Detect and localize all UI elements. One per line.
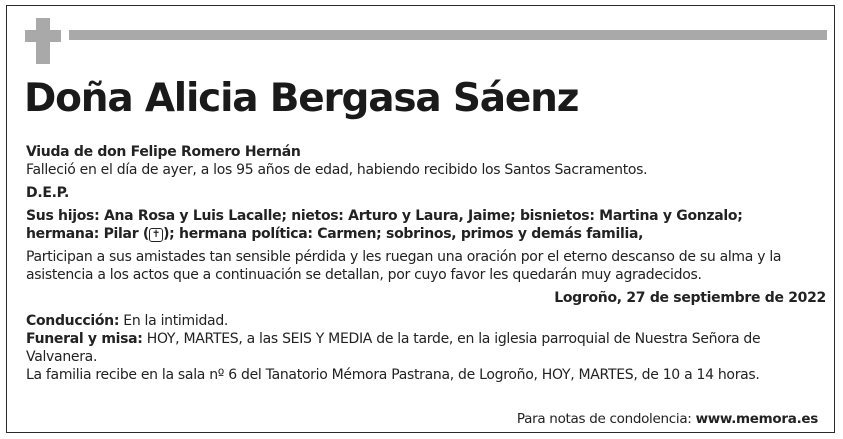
funeral-line bbox=[26, 330, 826, 366]
funeral-label: Funeral y misa: bbox=[26, 331, 143, 347]
conduction-value: En la intimidad. bbox=[119, 313, 229, 329]
death-line: Falleció en el día de ayer, a los 95 años de edad, habiendo recibido los Santos Sacramentos. bbox=[26, 162, 648, 178]
obituary-card bbox=[6, 5, 835, 433]
rip-line: D.E.P. bbox=[26, 185, 70, 201]
family-text-1: Sus hijos: Ana Rosa y Luis Lacalle; nietos: Arturo y Laura, Jaime; bisnietos: Martina y Gonzalo; bbox=[26, 208, 743, 224]
family-line bbox=[26, 207, 826, 243]
cross-icon bbox=[25, 18, 61, 64]
conduction-line bbox=[26, 312, 826, 330]
condolence-text: Para notas de condolencia: bbox=[516, 411, 696, 427]
condolence-note bbox=[517, 411, 818, 427]
funeral-value: HOY, MARTES, a las SEIS Y MEDIA de la tarde, en la iglesia parroquial de Nuestra Señora de Valvanera. bbox=[26, 331, 761, 365]
request-paragraph: Participan a sus amistades tan sensible pérdida y les ruegan una oración por el eterno descanso de su alma y la asistencia a los actos que a continuación se detallan, por cuyo favor les quedarán muy agradecidos. bbox=[26, 249, 782, 283]
header-rule bbox=[69, 30, 827, 40]
family-receives-line: La familia recibe en la sala nº 6 del Tanatorio Mémora Pastrana, de Logroño, HOY, MARTES, de 10 a 14 horas. bbox=[26, 367, 760, 383]
dagger-icon: ✝ bbox=[149, 228, 163, 242]
conduction-label: Conducción: bbox=[26, 313, 120, 329]
family-text-2b: ); hermana política: Carmen; sobrinos, primos y demás familia, bbox=[163, 226, 644, 242]
deceased-name: Doña Alicia Bergasa Sáenz bbox=[24, 76, 579, 121]
condolence-link[interactable]: www.memora.es bbox=[695, 411, 818, 427]
notice-body bbox=[26, 143, 826, 384]
widow-of-line: Viuda de don Felipe Romero Hernán bbox=[26, 144, 301, 160]
family-text-2a: hermana: Pilar ( bbox=[26, 226, 149, 242]
place-date: Logroño, 27 de septiembre de 2022 bbox=[554, 290, 826, 306]
